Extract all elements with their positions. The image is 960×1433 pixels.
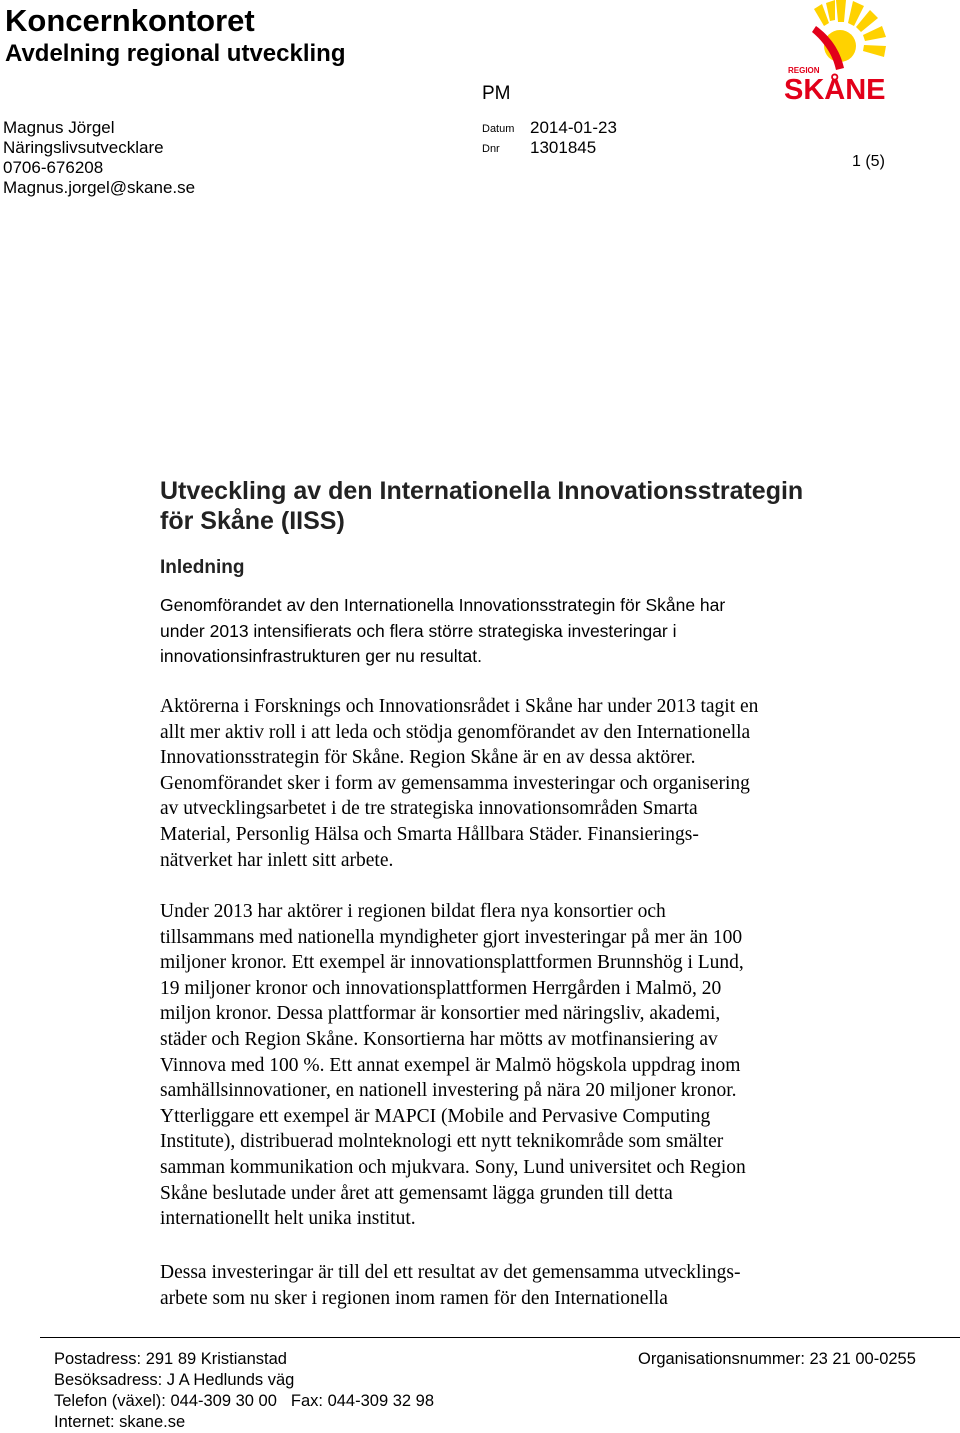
paragraph-line: samman kommunikation och mjukvara. Sony, Lund universitet och Region (160, 1156, 746, 1178)
logo-big-text: SKÅNE (784, 74, 886, 104)
paragraph-line: Institute), distribuerad molnteknologi ett nytt teknikområde som smälter (160, 1131, 724, 1153)
paragraph-line: tillsammans med nationella myndigheter gjort investeringar på mer än 100 (160, 926, 743, 948)
date-label: Datum (482, 123, 515, 135)
intro-paragraph (160, 593, 880, 670)
body-paragraph-1 (160, 694, 880, 873)
paragraph-line: Genomförandet av den Internationella Innovationsstrategin för Skåne har (160, 595, 726, 615)
paragraph-line: miljoner kronor. Ett exempel är innovationsplattformen Brunnshög i Lund, (160, 952, 744, 974)
title-line: Utveckling av den Internationella Innovationsstrategin (160, 477, 804, 505)
contact-block (3, 118, 195, 198)
paragraph-line: innovationsinfrastrukturen ger nu resultat. (160, 646, 482, 666)
body-paragraph-2 (160, 899, 880, 1232)
memo-type: PM (482, 83, 511, 104)
department-name: Avdelning regional utveckling (5, 40, 346, 67)
footer-phone-row (54, 1391, 434, 1412)
paragraph-line: Genomförandet sker i form av gemensamma investeringar och organisering (160, 772, 750, 794)
paragraph-line: Material, Personlig Hälsa och Smarta Hållbara Städer. Finansierings- (160, 823, 699, 845)
contact-email: Magnus.jorgel@skane.se (3, 178, 196, 197)
paragraph-line: Aktörerna i Forsknings och Innovationsrådet i Skåne har under 2013 tagit en (160, 696, 759, 717)
document-title (160, 476, 880, 536)
paragraph-line: städer och Region Skåne. Konsortierna har mötts av motfinansiering av (160, 1028, 718, 1050)
paragraph-line: under 2013 intensifierats och flera större strategiska investeringar i (160, 620, 677, 641)
section-heading: Inledning (160, 557, 245, 578)
paragraph-line: Under 2013 har aktörer i regionen bildat flera nya konsortier och (160, 901, 666, 922)
memo-date-row (482, 118, 617, 139)
paragraph-line: nätverket har inlett sitt arbete. (160, 849, 394, 871)
footer-org-number: Organisationsnummer: 23 21 00-0255 (638, 1350, 916, 1368)
paragraph-line: Dessa investeringar är till del ett resultat av det gemensamma utvecklings- (160, 1262, 741, 1283)
title-line: för Skåne (IISS) (160, 507, 345, 535)
paragraph-line: 19 miljoner kronor och innovationsplattformen Herrgården i Malmö, 20 (160, 977, 722, 999)
page-number: 1 (5) (852, 153, 885, 170)
body-paragraph-3 (160, 1260, 880, 1311)
contact-role: Näringslivsutvecklare (3, 138, 164, 157)
region-skane-logo (778, 0, 898, 104)
logo-small-text: REGION (788, 66, 820, 75)
footer-postal-address: Postadress: 291 89 Kristianstad (54, 1350, 287, 1368)
footer-internet: Internet: skane.se (54, 1413, 186, 1431)
contact-phone: 0706-676208 (3, 158, 104, 177)
paragraph-line: Skåne beslutade under året att gemensamt lägga grunden till detta (160, 1182, 673, 1204)
paragraph-line: av utvecklingsarbetet i de tre strategiska innovationsområden Smarta (160, 798, 698, 820)
dnr-value: 1301845 (530, 138, 597, 157)
region-skane-logo-graphic (778, 0, 898, 104)
memo-dnr-row (482, 138, 596, 159)
paragraph-line: Ytterliggare ett exempel är MAPCI (Mobile and Pervasive Computing (160, 1105, 711, 1127)
paragraph-line: Innovationsstrategin för Skåne. Region Skåne är en av dessa aktörer. (160, 747, 696, 769)
footer-divider (40, 1337, 960, 1338)
paragraph-line: allt mer aktiv roll i att leda och stödja genomförandet av den Internationella (160, 721, 751, 743)
footer-visiting-address: Besöksadress: J A Hedlunds väg (54, 1371, 295, 1389)
paragraph-line: internationellt helt unika institut. (160, 1208, 416, 1230)
footer-phone: Telefon (växel): 044-309 30 00 (54, 1392, 277, 1410)
contact-name: Magnus Jörgel (3, 118, 115, 137)
org-name: Koncernkontoret (5, 3, 255, 38)
paragraph-line: Vinnova med 100 %. Ett annat exempel är Malmö högskola uppdrag inom (160, 1054, 741, 1076)
paragraph-line: arbete som nu sker i regionen inom ramen för den Internationella (160, 1287, 668, 1309)
dnr-label: Dnr (482, 143, 500, 155)
date-value: 2014-01-23 (530, 118, 617, 137)
paragraph-line: miljon kronor. Dessa plattformar är konsortier med näringsliv, akademi, (160, 1003, 721, 1025)
footer-address-block (54, 1349, 434, 1433)
sun-icon (812, 0, 886, 70)
footer-fax: Fax: 044-309 32 98 (290, 1392, 435, 1410)
paragraph-line: samhällsinnovationer, en nationell investering på nära 20 miljoner kronor. (160, 1080, 737, 1102)
